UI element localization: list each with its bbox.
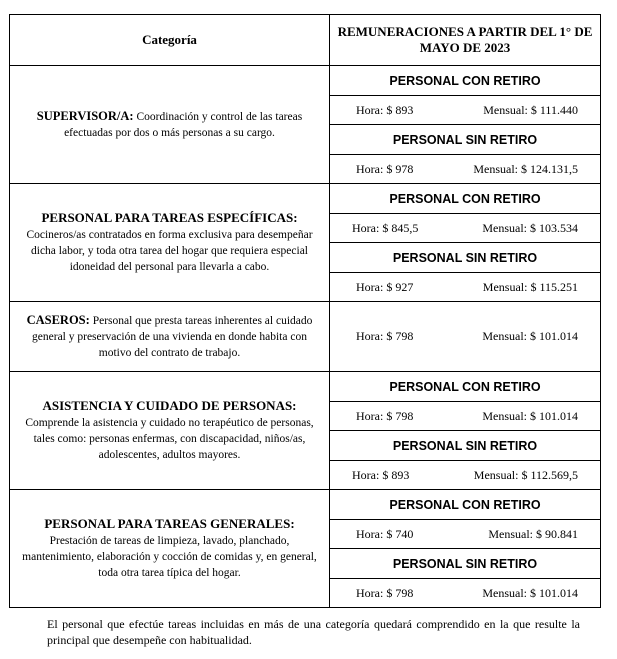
category-description: Cocineros/as contratados en forma exclusiva para desempeñar dicha labor, y toda otra tarea del hogar que requiera especial idoneidad del personal para llevarla a cabo. xyxy=(26,229,313,273)
category-cell-specific-tasks xyxy=(10,184,330,302)
category-cell-care xyxy=(10,372,330,490)
rate-cell xyxy=(330,214,601,243)
rate-cell xyxy=(330,520,601,549)
category-cell-caseros xyxy=(10,302,330,372)
hourly-rate: Hora: $ 798 xyxy=(356,585,414,600)
monthly-rate: Mensual: $ 111.440 xyxy=(483,102,578,117)
category-cell-supervisor xyxy=(10,66,330,184)
category-title: PERSONAL PARA TAREAS GENERALES: xyxy=(44,516,295,531)
table-row xyxy=(10,302,601,372)
monthly-rate: Mensual: $ 124.131,5 xyxy=(473,161,578,176)
con-retiro-label: PERSONAL CON RETIRO xyxy=(330,66,601,96)
con-retiro-label: PERSONAL CON RETIRO xyxy=(330,184,601,214)
hourly-rate: Hora: $ 893 xyxy=(352,467,410,482)
header-remuneration: REMUNERACIONES A PARTIR DEL 1° DE MAYO DE 2023 xyxy=(330,15,601,66)
rate-cell xyxy=(330,579,601,608)
category-title: CASEROS: xyxy=(26,313,90,327)
hourly-rate: Hora: $ 927 xyxy=(356,279,414,294)
hourly-rate: Hora: $ 740 xyxy=(356,526,414,541)
category-title: PERSONAL PARA TAREAS ESPECÍFICAS: xyxy=(41,210,298,225)
footnote: El personal que efectúe tareas incluidas en más de una categoría quedará comprendido en la que resulte la principal que desempeñe con habitualidad. xyxy=(47,617,580,647)
con-retiro-label: PERSONAL CON RETIRO xyxy=(330,490,601,520)
monthly-rate: Mensual: $ 90.841 xyxy=(488,526,578,541)
category-description: Prestación de tareas de limpieza, lavado, planchado, mantenimiento, elaboración y cocción de comidas y, en general, toda otra tarea típica del hogar. xyxy=(22,535,317,579)
category-description: Personal que presta tareas inherentes al cuidado general y preservación de una vivienda en donde habita con motivo del contrato de trabajo. xyxy=(32,315,313,359)
table-row xyxy=(10,184,601,214)
monthly-rate: Mensual: $ 101.014 xyxy=(482,329,578,343)
monthly-rate: Mensual: $ 103.534 xyxy=(482,220,578,235)
hourly-rate: Hora: $ 845,5 xyxy=(352,220,419,235)
rate-cell xyxy=(330,402,601,431)
table-row xyxy=(10,490,601,520)
hourly-rate: Hora: $ 798 xyxy=(356,408,414,423)
category-title: SUPERVISOR/A: xyxy=(36,109,134,123)
hourly-rate: Hora: $ 798 xyxy=(356,329,414,343)
monthly-rate: Mensual: $ 112.569,5 xyxy=(473,467,578,482)
table-row xyxy=(10,66,601,96)
sin-retiro-label: PERSONAL SIN RETIRO xyxy=(330,125,601,155)
monthly-rate: Mensual: $ 101.014 xyxy=(482,585,578,600)
rate-cell xyxy=(330,302,601,372)
rate-cell xyxy=(330,96,601,125)
sin-retiro-label: PERSONAL SIN RETIRO xyxy=(330,431,601,461)
table-row xyxy=(10,372,601,402)
monthly-rate: Mensual: $ 115.251 xyxy=(482,279,578,294)
rate-cell xyxy=(330,155,601,184)
category-cell-general-tasks xyxy=(10,490,330,608)
hourly-rate: Hora: $ 893 xyxy=(356,102,414,117)
rate-cell xyxy=(330,273,601,302)
category-description: Coordinación y control de las tareas efectuadas por dos o más personas a su cargo. xyxy=(64,111,303,139)
category-description: Comprende la asistencia y cuidado no terapéutico de personas, tales como: personas enfermas, con discapacidad, niños/as, adolescentes, adultos mayores. xyxy=(25,417,314,461)
table-header-row xyxy=(10,15,601,66)
monthly-rate: Mensual: $ 101.014 xyxy=(482,408,578,423)
con-retiro-label: PERSONAL CON RETIRO xyxy=(330,372,601,402)
category-title: ASISTENCIA Y CUIDADO DE PERSONAS: xyxy=(42,398,297,413)
sin-retiro-label: PERSONAL SIN RETIRO xyxy=(330,243,601,273)
remuneration-table xyxy=(9,14,601,608)
hourly-rate: Hora: $ 978 xyxy=(356,161,414,176)
sin-retiro-label: PERSONAL SIN RETIRO xyxy=(330,549,601,579)
rate-cell xyxy=(330,461,601,490)
header-category: Categoría xyxy=(10,15,330,66)
